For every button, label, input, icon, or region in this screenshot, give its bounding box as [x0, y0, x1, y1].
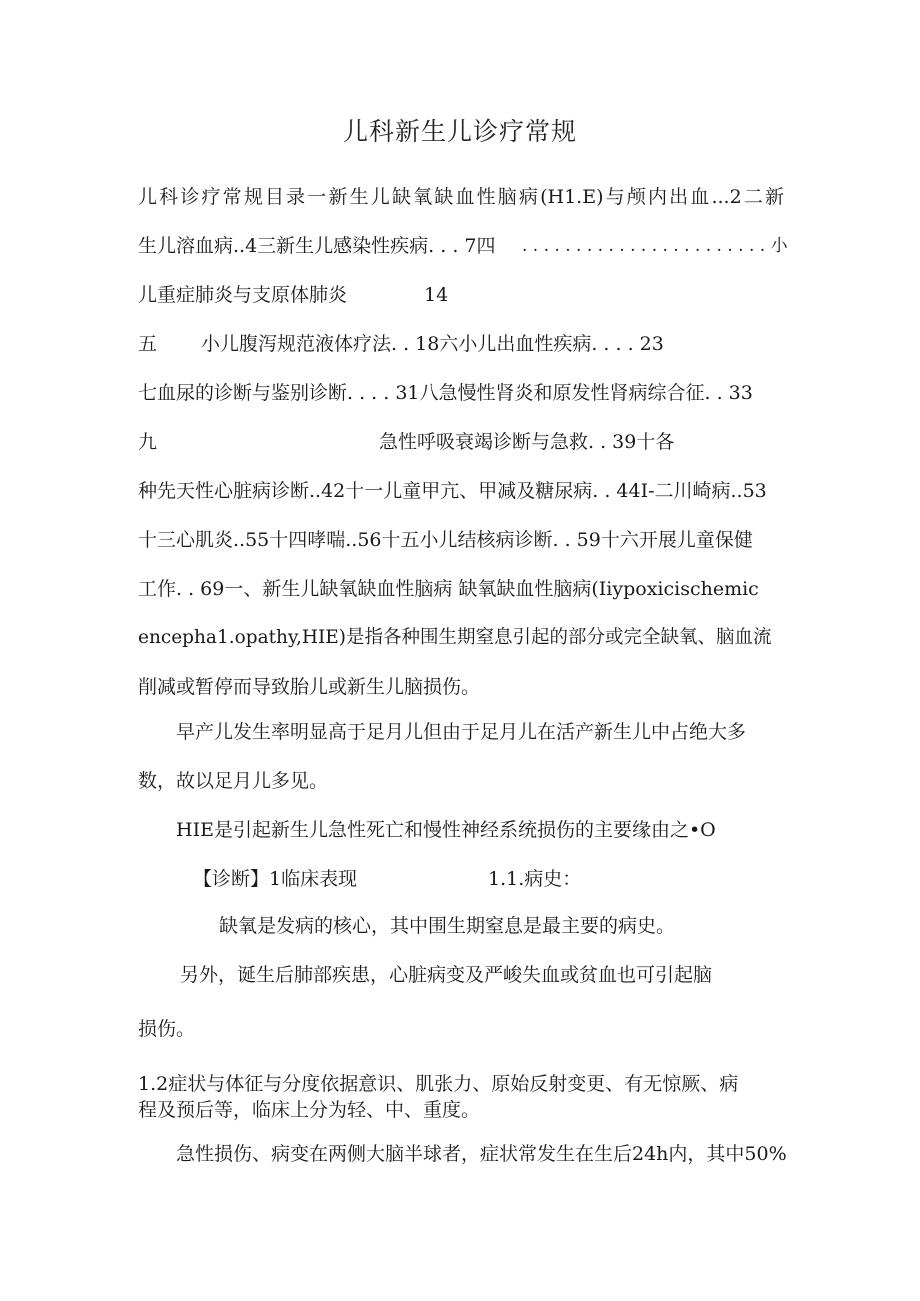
text-line: 早产儿发生率明显高于足月儿但由于足月儿在活产新生儿中占绝大多 [176, 721, 747, 743]
text-line: HIE是引起新生儿急性死亡和慢性神经系统损伤的主要缘由之•O [176, 819, 716, 841]
toc-item-number: 五 [138, 333, 158, 355]
document-title: 儿科新生儿诊疗常规 [342, 117, 577, 146]
text-line: 小儿腹泻规范液体疗法. . 18六小儿出血性疾病. . . . 23 [201, 333, 664, 355]
text-line: 损伤。 [138, 1018, 196, 1040]
text-line: 急性损伤、病变在两侧大脑半球者，症状常发生在生后24h内，其中50% [176, 1143, 787, 1165]
toc-item-number: 九 [138, 431, 158, 453]
text-line: 急性呼吸衰竭诊断与急救. . 39十各 [379, 431, 675, 453]
diagnosis-heading: 【诊断】1临床表现 [193, 868, 358, 890]
text-line: 儿科诊疗常规目录一新生儿缺氧缺血性脑病(H1.E)与颅内出血...2二新 [138, 186, 784, 208]
text-line: 削减或暂停而导致胎儿或新生儿脑损伤。 [138, 676, 481, 698]
text-line: 数，故以足月儿多见。 [138, 770, 329, 792]
text-line: 程及预后等，临床上分为轻、中、重度。 [138, 1099, 481, 1121]
text-line: 儿重症肺炎与支原体肺炎 [138, 284, 348, 306]
text-line: 十三心肌炎..55十四哮喘..56十五小儿结核病诊断. . 59十六开展儿童保健 [138, 529, 753, 551]
toc-leader-dots: . . . . . . . . . . . . . . . . . . . . . . . 小 [522, 236, 788, 256]
toc-page-number: 14 [424, 284, 449, 306]
text-line: encepha1.opathy,HIE)是指各种围生期窒息引起的部分或完全缺氧、脑血流 [138, 627, 772, 648]
subheading: 1.1.病史： [488, 868, 582, 890]
text-line: 缺氧是发病的核心，其中围生期窒息是最主要的病史。 [219, 915, 676, 937]
text-line: 工作. . 69一、新生儿缺氧缺血性脑病 缺氧缺血性脑病(Iiypoxicischemic [138, 578, 759, 600]
text-line: 种先天性心脏病诊断..42十一儿童甲亢、甲减及糖尿病. . 44I-二川崎病..53 [138, 480, 767, 502]
text-line: 另外，诞生后肺部疾患，心脏病变及严峻失血或贫血也可引起脑 [180, 964, 713, 986]
text-line: 1.2症状与体征与分度依据意识、肌张力、原始反射变更、有无惊厥、病 [138, 1073, 739, 1095]
text-line: 生儿溶血病..4三新生儿感染性疾病. . . 7四 [138, 235, 496, 257]
text-line: 七血尿的诊断与鉴别诊断. . . . 31八急慢性肾炎和原发性肾病综合征. . 33 [138, 382, 753, 404]
